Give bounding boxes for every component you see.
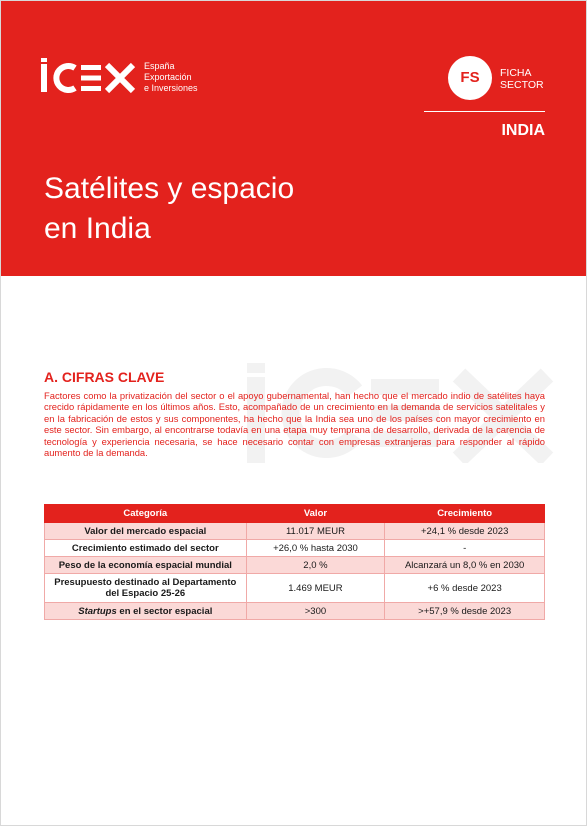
row-growth: Alcanzará un 8,0 % en 2030 (385, 557, 545, 574)
header-divider (424, 111, 545, 112)
row-growth: - (385, 540, 545, 557)
logo-subtitle (144, 61, 198, 94)
title-line: en India (44, 212, 151, 245)
row-value: 1.469 MEUR (246, 574, 385, 603)
fs-badge-label (500, 67, 544, 91)
row-growth: +6 % desde 2023 (385, 574, 545, 603)
column-header: Categoría (45, 505, 247, 523)
logo-sub-line: Exportación (144, 72, 192, 82)
logo-sub-line: España (144, 61, 175, 71)
table-row (45, 574, 545, 603)
icex-logo (41, 58, 137, 98)
fs-label-line: FICHA (500, 67, 532, 79)
column-header: Crecimiento (385, 505, 545, 523)
table-row (45, 557, 545, 574)
section-paragraph: Factores como la privatización del sector o el apoyo gubernamental, han hecho que el mercado indio de satélites haya crecido rápidamente en los últimos años. Esto, acompañado de un crecimiento en la demanda de servicios satelitales y en la fabricación de estos y sus componentes, ha hecho que la India sea uno de los países con mayor crecimiento en este sector. Sin embargo, al encontrarse todavía en una etapa muy temprana de desarrollo, derivada de la carencia de tecnología y experiencia necesaria, se hace necesario contar con empresas extranjeras para responder al rápido aumento de la demanda. (44, 390, 545, 459)
row-value: >300 (246, 603, 385, 620)
column-header: Valor (246, 505, 385, 523)
table-row (45, 523, 545, 540)
document-title (44, 169, 294, 249)
row-growth: >+57,9 % desde 2023 (385, 603, 545, 620)
row-category: Valor del mercado espacial (45, 523, 247, 540)
section-heading: A. CIFRAS CLAVE (44, 369, 165, 385)
key-figures-table (44, 504, 545, 620)
country-label: INDIA (501, 122, 545, 139)
table-row (45, 540, 545, 557)
fs-badge: FS (448, 56, 492, 100)
row-category-italic: Startups (78, 605, 117, 617)
row-category (45, 603, 247, 620)
fs-label-line: SECTOR (500, 79, 544, 91)
row-value: +26,0 % hasta 2030 (246, 540, 385, 557)
title-line: Satélites y espacio (44, 172, 295, 205)
row-category: Peso de la economía espacial mundial (45, 557, 247, 574)
row-growth: +24,1 % desde 2023 (385, 523, 545, 540)
header-banner (1, 1, 586, 276)
row-value: 2,0 % (246, 557, 385, 574)
table-header-row (45, 505, 545, 523)
table-row (45, 603, 545, 620)
row-category: Presupuesto destinado al Departamento del Espacio 25-26 (45, 574, 247, 603)
row-category: Crecimiento estimado del sector (45, 540, 247, 557)
logo-sub-line: e Inversiones (144, 83, 198, 93)
row-category-rest: en el sector espacial (116, 605, 213, 617)
row-value: 11.017 MEUR (246, 523, 385, 540)
